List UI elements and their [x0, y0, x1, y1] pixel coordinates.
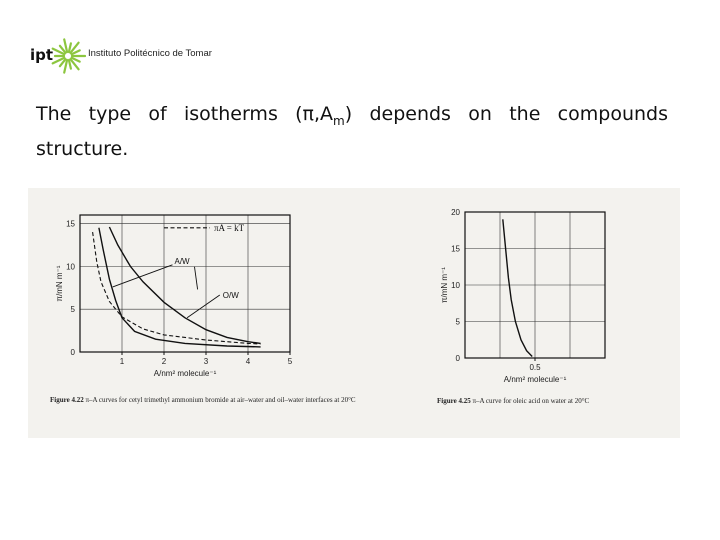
y-tick-label: 0	[70, 348, 75, 357]
caption-figure-4-25	[437, 397, 667, 406]
y-tick-label: 0	[455, 354, 460, 363]
caption-text: π–A curves for cetyl trimethyl ammonium bromide at air–water and oil–water interfaces at 20°C	[85, 396, 356, 404]
y-axis-label: π/mN m⁻¹	[440, 267, 449, 303]
y-tick-label: 10	[66, 262, 75, 272]
series-line-oleic-acid	[503, 219, 532, 356]
y-tick-label: 15	[66, 219, 75, 229]
x-tick-label: 0.5	[529, 363, 541, 372]
x-tick-label: 5	[287, 357, 293, 366]
annotation-arrow	[187, 295, 220, 318]
heading-text-start: The type of isotherms (	[36, 103, 303, 125]
legend-label: πA = kT	[214, 222, 245, 233]
x-tick-label: 1	[119, 357, 125, 366]
institution-name: Instituto Politécnico de Tomar	[88, 48, 212, 59]
y-axis-label: π/mN m⁻¹	[55, 265, 64, 302]
heading-area-symbol: ,A	[314, 103, 334, 125]
series-line-a-kt	[93, 232, 261, 344]
logo-ray	[69, 60, 71, 69]
sunburst-logo-icon	[50, 36, 86, 76]
heading-pi-symbol: π	[302, 103, 314, 125]
annotation-label: O/W	[222, 291, 239, 301]
annotation-label: A/W	[174, 256, 190, 266]
logo-ray	[69, 43, 71, 52]
annotation-arrow	[195, 267, 198, 290]
x-axis-label: A/nm² molecule⁻¹	[503, 375, 567, 384]
logo-abbreviation: ipt	[30, 46, 54, 64]
caption-text: π–A curve for oleic acid on water at 20°C	[472, 397, 590, 405]
caption-figure-4-22	[50, 396, 388, 405]
slide-heading	[36, 100, 668, 163]
y-tick-label: 20	[451, 208, 460, 217]
caption-number: Figure 4.22	[50, 396, 84, 404]
plot-frame	[80, 215, 290, 352]
y-tick-label: 5	[455, 317, 460, 327]
series-line-a-w	[109, 227, 260, 343]
y-tick-label: 15	[451, 244, 460, 254]
institution-logo	[30, 36, 230, 76]
series-line-o-w	[99, 228, 261, 347]
x-axis-label: A/nm² molecule⁻¹	[153, 369, 217, 378]
y-tick-label: 5	[70, 305, 75, 315]
caption-number: Figure 4.25	[437, 397, 471, 405]
heading-subscript: m	[333, 113, 345, 128]
x-tick-label: 4	[245, 357, 251, 366]
x-tick-label: 2	[161, 357, 167, 366]
y-tick-label: 10	[451, 281, 460, 290]
heading-text-end: ) depends on the compounds structure.	[36, 103, 668, 160]
x-tick-label: 3	[203, 357, 209, 366]
